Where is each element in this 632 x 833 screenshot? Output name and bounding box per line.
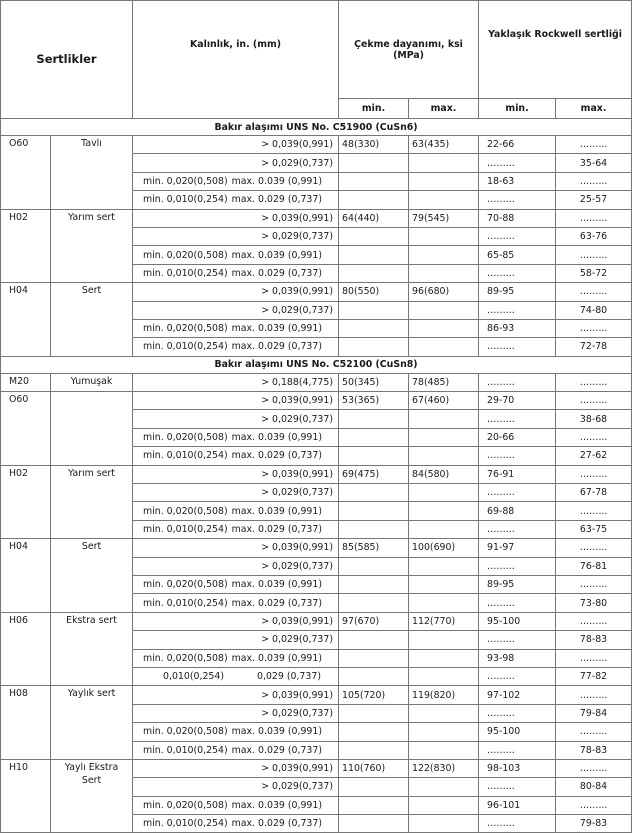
- temper-name-label: [62, 401, 122, 402]
- tensile-max: 63(435): [409, 136, 479, 154]
- hardness-min: 69-88: [479, 502, 556, 520]
- thickness-min: min. 0,020(0,508): [143, 175, 228, 187]
- tensile-min: [339, 778, 409, 796]
- thickness-cell: [133, 557, 339, 575]
- thickness-value: > 0,029(0,737): [261, 707, 334, 719]
- hardness-max: ……...: [556, 246, 632, 264]
- thickness-cell: [133, 373, 339, 391]
- tensile-max-header: max.: [409, 99, 479, 119]
- tensile-max: [409, 484, 479, 502]
- section-title: Bakır alaşımı UNS No. C51900 (CuSn6): [1, 119, 632, 136]
- temper-code: M20: [1, 373, 51, 391]
- temper-name: [51, 539, 133, 613]
- thickness-value: > 0,029(0,737): [261, 560, 334, 572]
- tensile-max: [409, 154, 479, 172]
- thickness-value: > 0,039(0,991): [261, 468, 334, 480]
- thickness-cell: [133, 796, 339, 814]
- temper-code: O60: [1, 136, 51, 210]
- thickness-value: > 0,029(0,737): [261, 157, 334, 169]
- temper-code: H04: [1, 283, 51, 357]
- hardness-max: 67-78: [556, 484, 632, 502]
- tensile-max: 84(580): [409, 465, 479, 483]
- thickness-min: min. 0,010(0,254): [143, 267, 228, 279]
- hardness-min: 29-70: [479, 392, 556, 410]
- hardness-max: ……...: [556, 209, 632, 227]
- thickness-min: min. 0,010(0,254): [143, 818, 228, 830]
- tensile-max: [409, 319, 479, 337]
- tensile-max: 96(680): [409, 283, 479, 301]
- thickness-cell: [133, 246, 339, 264]
- thickness-cell: [133, 741, 339, 759]
- tensile-max: 100(690): [409, 539, 479, 557]
- thickness-value: > 0,039(0,991): [261, 286, 334, 298]
- tensile-max: [409, 631, 479, 649]
- hardness-max: 63-76: [556, 227, 632, 245]
- tensile-max: 122(830): [409, 759, 479, 777]
- hardness-min: 22-66: [479, 136, 556, 154]
- temper-name-label: Yaylı Ekstra Sert: [64, 761, 119, 786]
- thickness-value: > 0,039(0,991): [261, 763, 334, 775]
- temper-code: H08: [1, 686, 51, 760]
- hardness-min: 89-95: [479, 283, 556, 301]
- tensile-min: [339, 447, 409, 465]
- thickness-cell: [133, 209, 339, 227]
- tensile-max: [409, 594, 479, 612]
- tensile-min: 69(475): [339, 465, 409, 483]
- thickness-cell: [133, 520, 339, 538]
- hardness-max: ……...: [556, 465, 632, 483]
- thickness-cell: [133, 594, 339, 612]
- hardness-max: 58-72: [556, 264, 632, 282]
- tensile-header: Çekme dayanımı, ksi (MPa): [339, 1, 479, 99]
- thickness-value: > 0,039(0,991): [261, 615, 334, 627]
- hardness-max: 73-80: [556, 594, 632, 612]
- table-row: [1, 759, 632, 777]
- temper-code: H10: [1, 759, 51, 833]
- hardness-min: 65-85: [479, 246, 556, 264]
- tensile-min: [339, 319, 409, 337]
- temper-name-label: Yumuşak: [70, 375, 113, 387]
- hardness-max: 72-78: [556, 338, 632, 356]
- hardness-min: ……...: [479, 301, 556, 319]
- thickness-min: min. 0,020(0,508): [143, 432, 228, 444]
- tensile-max: [409, 227, 479, 245]
- hardness-min: 86-93: [479, 319, 556, 337]
- thickness-header: Kalınlık, in. (mm): [133, 1, 339, 119]
- thickness-min: min. 0,020(0,508): [143, 249, 228, 261]
- temper-name: [51, 373, 133, 391]
- thickness-min: min. 0,020(0,508): [143, 726, 228, 738]
- temper-code: H06: [1, 612, 51, 686]
- thickness-max: max. 0.029 (0,737): [231, 818, 323, 830]
- tensile-min: 105(720): [339, 686, 409, 704]
- tensile-max: [409, 741, 479, 759]
- temper-name: [51, 686, 133, 760]
- thickness-cell: [133, 191, 339, 209]
- tensile-min-header: min.: [339, 99, 409, 119]
- hardness-min: 97-102: [479, 686, 556, 704]
- tensile-min: 97(670): [339, 612, 409, 630]
- tensile-max: 79(545): [409, 209, 479, 227]
- thickness-min: min. 0,020(0,508): [143, 799, 228, 811]
- tensile-min: 53(365): [339, 392, 409, 410]
- hardness-min: 98-103: [479, 759, 556, 777]
- tensile-min: [339, 410, 409, 428]
- thickness-max: max. 0.039 (0,991): [231, 726, 323, 738]
- hardness-max: ……...: [556, 136, 632, 154]
- hardness-min: 95-100: [479, 612, 556, 630]
- thickness-max: max. 0.039 (0,991): [231, 799, 323, 811]
- table-row: [1, 465, 632, 483]
- thickness-cell: [133, 319, 339, 337]
- thickness-min: min. 0,010(0,254): [143, 744, 228, 756]
- hardness-min: ……...: [479, 227, 556, 245]
- thickness-cell: [133, 410, 339, 428]
- thickness-cell: [133, 778, 339, 796]
- tensile-min: [339, 520, 409, 538]
- tensile-max: [409, 191, 479, 209]
- tensile-max: [409, 246, 479, 264]
- tensile-min: [339, 575, 409, 593]
- thickness-min: min. 0,020(0,508): [143, 505, 228, 517]
- hardness-min: 18-63: [479, 172, 556, 190]
- hardness-max: ……...: [556, 373, 632, 391]
- hardness-min: 89-95: [479, 575, 556, 593]
- hardness-max: ……...: [556, 796, 632, 814]
- hardness-max: 77-82: [556, 667, 632, 685]
- temper-name-label: Yaylık sert: [67, 688, 116, 700]
- thickness-value: > 0,029(0,737): [261, 781, 334, 793]
- hardness-max: ……...: [556, 723, 632, 741]
- thickness-cell: [133, 815, 339, 833]
- tensile-min: 50(345): [339, 373, 409, 391]
- thickness-max: max. 0.029 (0,737): [231, 267, 323, 279]
- temper-code: O60: [1, 392, 51, 466]
- tensile-min: [339, 428, 409, 446]
- thickness-value: > 0,039(0,991): [261, 542, 334, 554]
- hardness-max: ……...: [556, 172, 632, 190]
- tensile-min: [339, 191, 409, 209]
- hardness-max: ……...: [556, 575, 632, 593]
- tensile-min: 85(585): [339, 539, 409, 557]
- hardness-min: 76-91: [479, 465, 556, 483]
- hardness-min: 70-88: [479, 209, 556, 227]
- hardness-min: ……...: [479, 667, 556, 685]
- thickness-max: max. 0.029 (0,737): [231, 450, 323, 462]
- thickness-max: max. 0.039 (0,991): [231, 652, 323, 664]
- table-row: [1, 539, 632, 557]
- tensile-max: [409, 723, 479, 741]
- hardness-max: 79-83: [556, 815, 632, 833]
- hardness-max: ……...: [556, 539, 632, 557]
- thickness-cell: [133, 631, 339, 649]
- table-row: [1, 283, 632, 301]
- thickness-max: 0,029 (0,737): [257, 671, 321, 683]
- thickness-cell: [133, 649, 339, 667]
- thickness-min: min. 0,020(0,508): [143, 323, 228, 335]
- hardness-min: ……...: [479, 594, 556, 612]
- thickness-cell: [133, 154, 339, 172]
- temper-name-label: Ekstra sert: [66, 614, 117, 626]
- tensile-min: 80(550): [339, 283, 409, 301]
- table-row: [1, 136, 632, 154]
- tensile-min: [339, 667, 409, 685]
- hardness-min: ……...: [479, 631, 556, 649]
- thickness-cell: [133, 612, 339, 630]
- hardness-min: ……...: [479, 557, 556, 575]
- tensile-max: [409, 172, 479, 190]
- tensile-max: [409, 815, 479, 833]
- hardness-max: 63-75: [556, 520, 632, 538]
- tensile-max: [409, 796, 479, 814]
- hardness-max: 27-62: [556, 447, 632, 465]
- temper-header: Sertlikler: [1, 1, 133, 119]
- thickness-min: min. 0,020(0,508): [143, 579, 228, 591]
- hardness-min: ……...: [479, 704, 556, 722]
- thickness-cell: [133, 283, 339, 301]
- tensile-min: [339, 594, 409, 612]
- temper-name: [51, 612, 133, 686]
- thickness-value: > 0,039(0,991): [261, 212, 334, 224]
- hardness-min: ……...: [479, 484, 556, 502]
- tensile-min: [339, 172, 409, 190]
- tensile-min: [339, 502, 409, 520]
- hardness-min: ……...: [479, 741, 556, 759]
- thickness-cell: [133, 465, 339, 483]
- thickness-max: max. 0.029 (0,737): [231, 194, 323, 206]
- hardness-header: Yaklaşık Rockwell sertliği: [479, 1, 632, 99]
- thickness-min: min. 0,010(0,254): [143, 450, 228, 462]
- thickness-value: > 0,029(0,737): [261, 487, 334, 499]
- hardness-max: 74-80: [556, 301, 632, 319]
- thickness-min: min. 0,010(0,254): [143, 597, 228, 609]
- temper-name: [51, 465, 133, 539]
- table-row: [1, 392, 632, 410]
- tensile-min: [339, 815, 409, 833]
- temper-name: [51, 136, 133, 210]
- temper-name: [51, 209, 133, 283]
- hardness-min: ……...: [479, 410, 556, 428]
- tensile-min: [339, 704, 409, 722]
- hardness-max: ……...: [556, 612, 632, 630]
- thickness-max: max. 0.039 (0,991): [231, 579, 323, 591]
- thickness-min: min. 0,010(0,254): [143, 194, 228, 206]
- temper-code: H02: [1, 465, 51, 539]
- temper-name-label: Tavlı: [81, 138, 102, 149]
- thickness-cell: [133, 575, 339, 593]
- hardness-max: 25-57: [556, 191, 632, 209]
- thickness-min: 0,010(0,254): [163, 671, 225, 683]
- hardness-max: ……...: [556, 502, 632, 520]
- hardness-max-header: max.: [556, 99, 632, 119]
- thickness-min: min. 0,010(0,254): [143, 524, 228, 535]
- tensile-max: [409, 778, 479, 796]
- tensile-min: [339, 741, 409, 759]
- hardness-max: 76-81: [556, 557, 632, 575]
- hardness-min: ……...: [479, 815, 556, 833]
- hardness-max: ……...: [556, 283, 632, 301]
- thickness-max: max. 0.029 (0,737): [231, 597, 323, 609]
- tensile-min: [339, 227, 409, 245]
- thickness-value: > 0,039(0,991): [261, 689, 334, 701]
- temper-name: [51, 392, 133, 466]
- tensile-max: [409, 575, 479, 593]
- tensile-max: 67(460): [409, 392, 479, 410]
- hardness-max: ……...: [556, 686, 632, 704]
- tensile-max: 112(770): [409, 612, 479, 630]
- hardness-min: ……...: [479, 520, 556, 538]
- hardness-max: ……...: [556, 319, 632, 337]
- thickness-value: > 0,188(4,775): [261, 376, 334, 388]
- thickness-max: max. 0.039 (0,991): [231, 175, 323, 187]
- header-row: [1, 1, 632, 99]
- tensile-max: [409, 502, 479, 520]
- tensile-max: 78(485): [409, 373, 479, 391]
- thickness-cell: [133, 227, 339, 245]
- hardness-min: 95-100: [479, 723, 556, 741]
- tensile-min: [339, 301, 409, 319]
- tensile-max: [409, 667, 479, 685]
- thickness-cell: [133, 704, 339, 722]
- temper-name-label: Sert: [81, 541, 102, 553]
- tensile-max: [409, 649, 479, 667]
- hardness-min: 96-101: [479, 796, 556, 814]
- tensile-max: [409, 557, 479, 575]
- thickness-cell: [133, 539, 339, 557]
- temper-code: H04: [1, 539, 51, 613]
- tensile-min: [339, 649, 409, 667]
- tensile-max: [409, 447, 479, 465]
- thickness-cell: [133, 392, 339, 410]
- tensile-max: [409, 301, 479, 319]
- hardness-max: ……...: [556, 649, 632, 667]
- hardness-max: ……...: [556, 392, 632, 410]
- tensile-min: [339, 557, 409, 575]
- thickness-cell: [133, 447, 339, 465]
- thickness-value: > 0,029(0,737): [261, 413, 334, 425]
- hardness-min-header: min.: [479, 99, 556, 119]
- tensile-min: [339, 723, 409, 741]
- thickness-value: > 0,039(0,991): [261, 395, 334, 407]
- table-row: [1, 373, 632, 391]
- thickness-max: max. 0.029 (0,737): [231, 744, 323, 756]
- hardness-min: ……...: [479, 447, 556, 465]
- thickness-cell: [133, 667, 339, 685]
- thickness-cell: [133, 686, 339, 704]
- hardness-min: ……...: [479, 154, 556, 172]
- tensile-min: 64(440): [339, 209, 409, 227]
- temper-name-label: Sert: [81, 285, 102, 297]
- thickness-max: max. 0.039 (0,991): [231, 249, 323, 261]
- table-row: [1, 612, 632, 630]
- temper-code: H02: [1, 209, 51, 283]
- tensile-max: [409, 704, 479, 722]
- hardness-min: ……...: [479, 264, 556, 282]
- tensile-min: [339, 338, 409, 356]
- tensile-min: [339, 631, 409, 649]
- tensile-max: [409, 410, 479, 428]
- thickness-cell: [133, 264, 339, 282]
- thickness-value: > 0,039(0,991): [261, 139, 334, 151]
- hardness-min: 20-66: [479, 428, 556, 446]
- thickness-max: max. 0.029 (0,737): [231, 524, 323, 535]
- thickness-cell: [133, 172, 339, 190]
- table-row: [1, 209, 632, 227]
- temper-name: [51, 283, 133, 357]
- hardness-max: 38-68: [556, 410, 632, 428]
- tensile-min: 48(330): [339, 136, 409, 154]
- tensile-min: [339, 264, 409, 282]
- section-title: Bakır alaşımı UNS No. C52100 (CuSn8): [1, 356, 632, 373]
- thickness-cell: [133, 338, 339, 356]
- tensile-max: [409, 338, 479, 356]
- hardness-max: 78-83: [556, 741, 632, 759]
- thickness-cell: [133, 136, 339, 154]
- tensile-min: [339, 246, 409, 264]
- thickness-value: > 0,029(0,737): [261, 231, 334, 243]
- thickness-min: min. 0,010(0,254): [143, 341, 228, 353]
- hardness-max: 80-84: [556, 778, 632, 796]
- hardness-max: ……...: [556, 759, 632, 777]
- hardness-min: ……...: [479, 778, 556, 796]
- thickness-cell: [133, 723, 339, 741]
- hardness-min: ……...: [479, 338, 556, 356]
- section-title-row: [1, 356, 632, 373]
- tensile-min: [339, 484, 409, 502]
- thickness-max: max. 0.039 (0,991): [231, 505, 323, 517]
- temper-name-label: Yarım sert: [68, 211, 115, 223]
- hardness-min: ……...: [479, 373, 556, 391]
- hardness-max: 35-64: [556, 154, 632, 172]
- hardness-max: 79-84: [556, 704, 632, 722]
- section-title-row: [1, 119, 632, 136]
- thickness-value: > 0,029(0,737): [261, 304, 334, 316]
- temper-name: [51, 759, 133, 833]
- hardness-max: 78-83: [556, 631, 632, 649]
- hardness-max: ……...: [556, 428, 632, 446]
- thickness-max: max. 0.039 (0,991): [231, 323, 323, 335]
- hardness-min: ……...: [479, 191, 556, 209]
- table-row: [1, 686, 632, 704]
- thickness-cell: [133, 484, 339, 502]
- hardness-min: 93-98: [479, 649, 556, 667]
- thickness-cell: [133, 301, 339, 319]
- thickness-max: max. 0.039 (0,991): [231, 432, 323, 444]
- thickness-min: min. 0,020(0,508): [143, 652, 228, 664]
- tensile-max: [409, 264, 479, 282]
- tensile-min: [339, 796, 409, 814]
- thickness-max: max. 0.029 (0,737): [231, 341, 323, 353]
- tensile-min: 110(760): [339, 759, 409, 777]
- tensile-max: [409, 520, 479, 538]
- thickness-cell: [133, 502, 339, 520]
- hardness-min: 91-97: [479, 539, 556, 557]
- thickness-value: > 0,029(0,737): [261, 634, 334, 646]
- thickness-cell: [133, 759, 339, 777]
- thickness-cell: [133, 428, 339, 446]
- temper-name-label: Yarım sert: [68, 467, 115, 479]
- tensile-min: [339, 154, 409, 172]
- tensile-max: 119(820): [409, 686, 479, 704]
- tensile-max: [409, 428, 479, 446]
